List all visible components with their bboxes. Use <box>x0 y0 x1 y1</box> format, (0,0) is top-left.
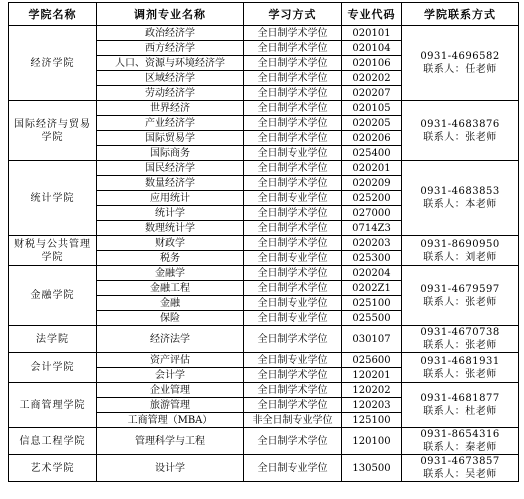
college-contact-cell <box>402 266 519 326</box>
major-name-cell: 管理科学与工程 <box>97 428 244 455</box>
header-code: 专业代码 <box>342 3 402 26</box>
major-code-cell: 030107 <box>342 326 402 353</box>
study-mode-cell: 全日制专业学位 <box>244 455 342 482</box>
major-code-cell: 025300 <box>342 251 402 266</box>
contact-person: 联系人：张老师 <box>423 368 497 380</box>
table-row <box>9 326 519 353</box>
contact-person: 联系人：杜老师 <box>423 406 497 417</box>
major-code-cell: 020105 <box>342 101 402 116</box>
contact-person: 联系人：刘老师 <box>423 251 497 263</box>
major-code-cell: 125100 <box>342 413 402 428</box>
study-mode-cell: 全日制专业学位 <box>244 353 342 368</box>
study-mode-cell: 全日制学术学位 <box>244 368 342 383</box>
study-mode-cell: 全日制学术学位 <box>244 101 342 116</box>
table-row <box>9 353 519 368</box>
major-name-cell: 金融工程 <box>97 281 244 296</box>
study-mode-cell: 全日制学术学位 <box>244 26 342 41</box>
college-name-cell: 金融学院 <box>9 266 97 326</box>
study-mode-cell: 全日制学术学位 <box>244 116 342 131</box>
major-code-cell: 025600 <box>342 353 402 368</box>
table-row <box>9 428 519 455</box>
major-name-cell: 区域经济学 <box>97 71 244 86</box>
contact-phone: 0931-8690950 <box>420 238 500 250</box>
major-code-cell: 020209 <box>342 176 402 191</box>
major-code-cell: 120100 <box>342 428 402 455</box>
table-header <box>9 3 519 26</box>
study-mode-cell: 全日制学术学位 <box>244 281 342 296</box>
major-code-cell: 0714Z3 <box>342 221 402 236</box>
study-mode-cell: 全日制学术学位 <box>244 236 342 251</box>
major-name-cell: 政治经济学 <box>97 26 244 41</box>
study-mode-cell: 全日制学术学位 <box>244 71 342 86</box>
major-name-cell: 国际商务 <box>97 146 244 161</box>
contact-phone: 0931-4681877 <box>420 393 500 404</box>
study-mode-cell: 非全日制专业学位 <box>244 413 342 428</box>
table-body <box>9 26 519 482</box>
college-name-cell: 财税与公共管理学院 <box>9 236 97 266</box>
major-name-cell: 国民经济学 <box>97 161 244 176</box>
contact-phone: 0931-4670738 <box>420 327 500 338</box>
major-name-cell: 金融 <box>97 296 244 311</box>
college-contact-cell <box>402 353 519 383</box>
major-code-cell: 0202Z1 <box>342 281 402 296</box>
college-contact-cell <box>402 326 519 353</box>
contact-phone: 0931-4681931 <box>420 355 500 367</box>
major-code-cell: 020202 <box>342 71 402 86</box>
study-mode-cell: 全日制学术学位 <box>244 56 342 71</box>
contact-phone: 0931-4679597 <box>420 283 500 295</box>
major-name-cell: 劳动经济学 <box>97 86 244 101</box>
college-contact-cell <box>402 101 519 161</box>
college-contact-cell <box>402 428 519 455</box>
major-code-cell: 025100 <box>342 296 402 311</box>
major-code-cell: 020106 <box>342 56 402 71</box>
major-name-cell: 工商管理（MBA） <box>97 413 244 428</box>
study-mode-cell: 全日制学术学位 <box>244 41 342 56</box>
major-code-cell: 025400 <box>342 146 402 161</box>
major-name-cell: 应用统计 <box>97 191 244 206</box>
contact-person: 联系人：吴老师 <box>423 469 497 480</box>
college-contact-cell <box>402 26 519 101</box>
major-name-cell: 税务 <box>97 251 244 266</box>
study-mode-cell: 全日制学术学位 <box>244 221 342 236</box>
contact-person: 联系人：任老师 <box>423 64 497 75</box>
contact-phone: 0931-4673857 <box>420 456 500 467</box>
college-contact-cell <box>402 383 519 428</box>
study-mode-cell: 全日制学术学位 <box>244 266 342 281</box>
college-name-cell: 经济学院 <box>9 26 97 101</box>
study-mode-cell: 全日制学术学位 <box>244 428 342 455</box>
study-mode-cell: 全日制学术学位 <box>244 398 342 413</box>
major-code-cell: 025200 <box>342 191 402 206</box>
major-code-cell: 020101 <box>342 26 402 41</box>
contact-person: 联系人：张老师 <box>423 131 497 143</box>
major-code-cell: 120202 <box>342 383 402 398</box>
table-row <box>9 161 519 176</box>
study-mode-cell: 全日制学术学位 <box>244 131 342 146</box>
contact-phone: 0931-4683876 <box>420 118 500 130</box>
contact-phone: 0931-4683853 <box>420 186 500 197</box>
header-study-mode: 学习方式 <box>244 3 342 26</box>
major-code-cell: 020203 <box>342 236 402 251</box>
major-code-cell: 130500 <box>342 455 402 482</box>
college-name-cell: 法学院 <box>9 326 97 353</box>
major-name-cell: 西方经济学 <box>97 41 244 56</box>
major-name-cell: 世界经济 <box>97 101 244 116</box>
major-name-cell: 资产评估 <box>97 353 244 368</box>
study-mode-cell: 全日制学术学位 <box>244 206 342 221</box>
college-contact-cell <box>402 455 519 482</box>
major-name-cell: 企业管理 <box>97 383 244 398</box>
table-row <box>9 266 519 281</box>
contact-phone: 0931-8654316 <box>420 429 500 440</box>
header-row <box>9 3 519 26</box>
major-name-cell: 数量经济学 <box>97 176 244 191</box>
major-name-cell: 设计学 <box>97 455 244 482</box>
college-name-cell: 信息工程学院 <box>9 428 97 455</box>
study-mode-cell: 全日制专业学位 <box>244 251 342 266</box>
study-mode-cell: 全日制专业学位 <box>244 191 342 206</box>
major-code-cell: 020205 <box>342 116 402 131</box>
major-name-cell: 产业经济学 <box>97 116 244 131</box>
header-major: 调剂专业名称 <box>97 3 244 26</box>
study-mode-cell: 全日制学术学位 <box>244 176 342 191</box>
major-code-cell: 020204 <box>342 266 402 281</box>
college-name-cell: 艺术学院 <box>9 455 97 482</box>
study-mode-cell: 全日制学术学位 <box>244 383 342 398</box>
table-row <box>9 236 519 251</box>
major-name-cell: 旅游管理 <box>97 398 244 413</box>
study-mode-cell: 全日制专业学位 <box>244 311 342 326</box>
major-name-cell: 人口、资源与环境经济学 <box>97 56 244 71</box>
college-name-cell: 会计学院 <box>9 353 97 383</box>
major-code-cell: 020207 <box>342 86 402 101</box>
header-contact: 学院联系方式 <box>402 3 519 26</box>
major-code-cell: 020206 <box>342 131 402 146</box>
table-row <box>9 383 519 398</box>
contact-person: 联系人：秦老师 <box>423 442 497 453</box>
major-code-cell: 027000 <box>342 206 402 221</box>
table-row <box>9 455 519 482</box>
college-contact-cell <box>402 236 519 266</box>
major-name-cell: 金融学 <box>97 266 244 281</box>
study-mode-cell: 全日制学术学位 <box>244 326 342 353</box>
college-name-cell: 统计学院 <box>9 161 97 236</box>
major-name-cell: 会计学 <box>97 368 244 383</box>
major-name-cell: 数理统计学 <box>97 221 244 236</box>
major-code-cell: 020201 <box>342 161 402 176</box>
contact-person: 联系人：张老师 <box>423 296 497 308</box>
header-college: 学院名称 <box>9 3 97 26</box>
contact-person: 联系人：本老师 <box>423 199 497 210</box>
college-name-cell: 国际经济与贸易学院 <box>9 101 97 161</box>
contact-phone: 0931-4696582 <box>420 51 500 62</box>
study-mode-cell: 全日制学术学位 <box>244 161 342 176</box>
major-name-cell: 统计学 <box>97 206 244 221</box>
major-code-cell: 020104 <box>342 41 402 56</box>
major-name-cell: 国际贸易学 <box>97 131 244 146</box>
adjustment-table <box>8 2 519 482</box>
major-name-cell: 经济法学 <box>97 326 244 353</box>
major-name-cell: 保险 <box>97 311 244 326</box>
study-mode-cell: 全日制专业学位 <box>244 296 342 311</box>
college-contact-cell <box>402 161 519 236</box>
major-code-cell: 120201 <box>342 368 402 383</box>
major-code-cell: 025500 <box>342 311 402 326</box>
college-name-cell: 工商管理学院 <box>9 383 97 428</box>
major-name-cell: 财政学 <box>97 236 244 251</box>
contact-person: 联系人：张老师 <box>423 340 497 351</box>
major-code-cell: 120203 <box>342 398 402 413</box>
study-mode-cell: 全日制学术学位 <box>244 86 342 101</box>
table-row <box>9 26 519 41</box>
table-row <box>9 101 519 116</box>
study-mode-cell: 全日制专业学位 <box>244 146 342 161</box>
